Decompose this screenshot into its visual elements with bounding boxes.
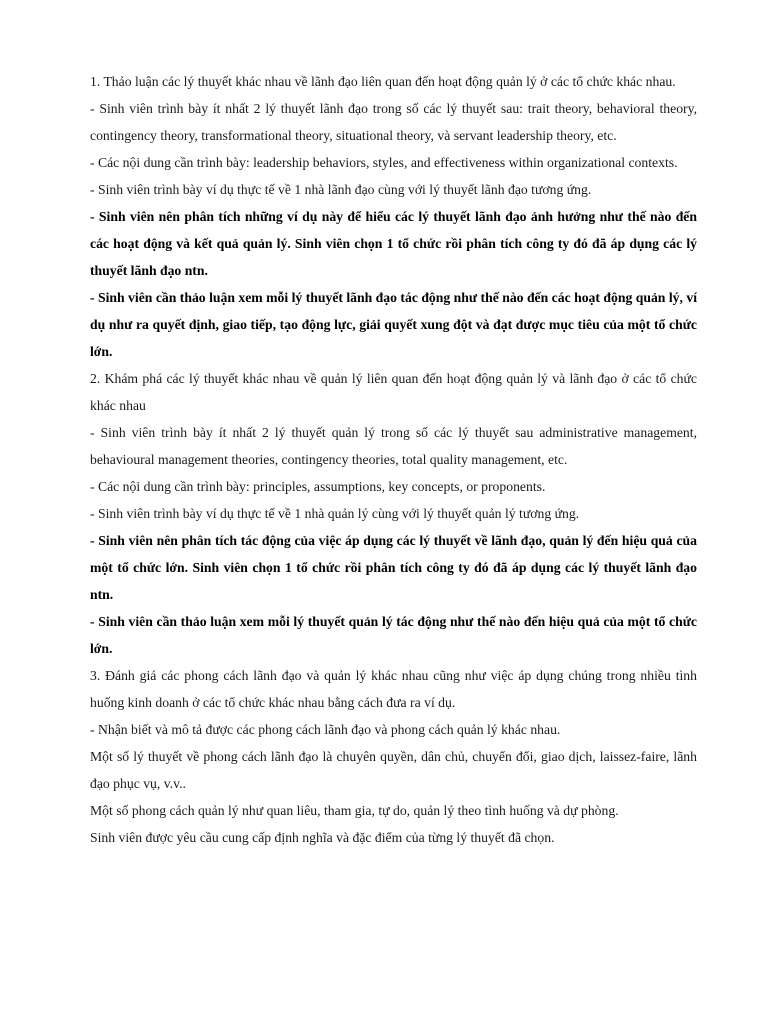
section-2-bullet-contents: - Các nội dung cần trình bày: principles, assumptions, key concepts, or proponents. (90, 479, 546, 494)
section-1-bullet-analysis: - Sinh viên nên phân tích những ví dụ này để hiểu các lý thuyết lãnh đạo ảnh hưởng như thế nào đến các hoạt động và kết quả quản lý. Sinh viên chọn 1 tổ chức rồi phân tích công ty đó đã áp dụng các lý thuyết lãnh đạo ntn. (90, 209, 697, 278)
section-1-heading: 1. Thảo luận các lý thuyết khác nhau về lãnh đạo liên quan đến hoạt động quản lý ở các tổ chức khác nhau. (90, 74, 676, 89)
section-2-bullet-analysis: - Sinh viên nên phân tích tác động của việc áp dụng các lý thuyết về lãnh đạo, quản lý đến hiệu quả của một tổ chức lớn. Sinh viên chọn 1 tổ chức rồi phân tích công ty đó đã áp dụng các lý thuyết lãnh đạo ntn. (90, 533, 697, 602)
section-3-bullet-identify: - Nhận biết và mô tả được các phong cách lãnh đạo và phong cách quản lý khác nhau. (90, 722, 561, 737)
section-2-bullet-discussion: - Sinh viên cần thảo luận xem mỗi lý thuyết quản lý tác động như thế nào đến hiệu quả của một tổ chức lớn. (90, 614, 697, 656)
section-1-bullet-theories: - Sinh viên trình bày ít nhất 2 lý thuyết lãnh đạo trong số các lý thuyết sau: trait theory, behavioral theory, contingency theory, transformational theory, situational theory, và servant leadership theory, etc. (90, 101, 697, 143)
section-3-leadership-styles: Một số lý thuyết về phong cách lãnh đạo là chuyên quyền, dân chủ, chuyển đổi, giao dịch, laissez-faire, lãnh đạo phục vụ, v.v.. (90, 749, 697, 791)
section-3-management-styles: Một số phong cách quản lý như quan liêu, tham gia, tự do, quản lý theo tình huống và dự phòng. (90, 803, 619, 818)
document-body (90, 68, 697, 851)
section-1-bullet-contents: - Các nội dung cần trình bày: leadership behaviors, styles, and effectiveness within organizational contexts. (90, 155, 678, 170)
section-1-bullet-discussion: - Sinh viên cần thảo luận xem mỗi lý thuyết lãnh đạo tác động như thế nào đến các hoạt động quản lý, ví dụ như ra quyết định, giao tiếp, tạo động lực, giải quyết xung đột và đạt được mục tiêu của một tổ chức lớn. (90, 290, 697, 359)
section-3-requirement: Sinh viên được yêu cầu cung cấp định nghĩa và đặc điểm của từng lý thuyết đã chọn. (90, 830, 555, 845)
section-3-heading: 3. Đánh giá các phong cách lãnh đạo và quản lý khác nhau cũng như việc áp dụng chúng trong nhiều tình huống kinh doanh ở các tổ chức khác nhau bằng cách đưa ra ví dụ. (90, 668, 697, 710)
section-2-heading: 2. Khám phá các lý thuyết khác nhau về quản lý liên quan đến hoạt động quản lý và lãnh đạo ở các tổ chức khác nhau (90, 371, 697, 413)
section-2-bullet-theories: - Sinh viên trình bày ít nhất 2 lý thuyết quản lý trong số các lý thuyết sau administrative management, behavioural management theories, contingency theories, total quality management, etc. (90, 425, 697, 467)
section-1-bullet-example: - Sinh viên trình bày ví dụ thực tế về 1 nhà lãnh đạo cùng với lý thuyết lãnh đạo tương ứng. (90, 182, 592, 197)
section-2-bullet-example: - Sinh viên trình bày ví dụ thực tế về 1 nhà quản lý cùng với lý thuyết quản lý tương ứng. (90, 506, 580, 521)
